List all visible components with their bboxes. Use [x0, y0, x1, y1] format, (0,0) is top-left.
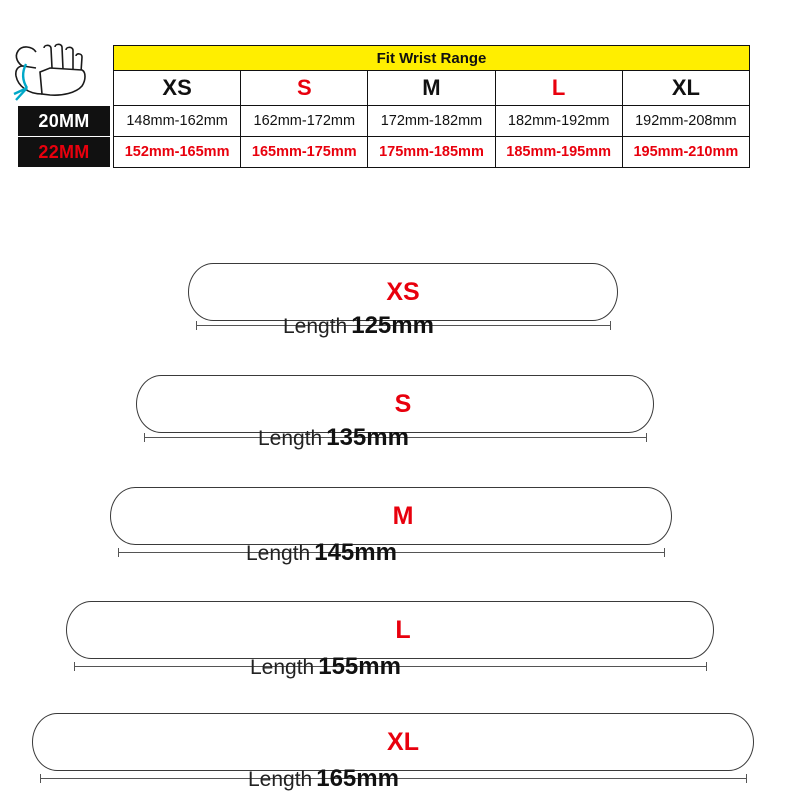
size-table — [18, 45, 750, 168]
row-label-20mm-cell — [18, 106, 114, 137]
table-title: Fit Wrist Range — [114, 46, 750, 71]
cell-20mm-xl: 192mm-208mm — [622, 106, 749, 137]
table-row — [18, 137, 750, 168]
length-label-l — [250, 653, 401, 681]
band-row-m — [0, 469, 800, 581]
size-header-xl: XL — [622, 71, 749, 106]
length-value-l: 155mm — [318, 653, 401, 680]
wrist-range-table-section — [0, 30, 800, 200]
band-row-s — [0, 357, 800, 467]
length-cap-right-l — [706, 662, 707, 671]
length-cap-left-s — [144, 433, 145, 442]
row-label-20mm: 20MM — [18, 106, 110, 136]
length-label-xl — [248, 765, 399, 793]
cell-22mm-m: 175mm-185mm — [368, 137, 495, 168]
band-row-xs — [0, 245, 800, 355]
length-label-s — [258, 424, 409, 452]
length-value-xl: 165mm — [316, 765, 399, 792]
length-cap-right-m — [664, 548, 665, 557]
cell-20mm-s: 162mm-172mm — [241, 106, 368, 137]
size-header-l: L — [495, 71, 622, 106]
cell-22mm-l: 185mm-195mm — [495, 137, 622, 168]
size-header-s: S — [241, 71, 368, 106]
band-letter-m: M — [392, 502, 414, 530]
size-header-xs: XS — [114, 71, 241, 106]
size-letters-row — [18, 71, 750, 106]
length-word-l: Length — [250, 656, 315, 679]
length-cap-left-xl — [40, 774, 41, 783]
row-label-22mm-cell — [18, 137, 114, 168]
band-letter-xl: XL — [387, 728, 419, 756]
band-letter-s: S — [394, 390, 412, 418]
band-letter-l: L — [395, 616, 411, 644]
size-row-spacer — [18, 71, 114, 106]
length-cap-right-xs — [610, 321, 611, 330]
cell-20mm-l: 182mm-192mm — [495, 106, 622, 137]
length-cap-left-m — [118, 548, 119, 557]
length-word-m: Length — [246, 542, 311, 565]
cell-20mm-m: 172mm-182mm — [368, 106, 495, 137]
length-cap-left-l — [74, 662, 75, 671]
cell-22mm-s: 165mm-175mm — [241, 137, 368, 168]
band-letter-xs: XS — [386, 278, 420, 306]
length-label-m — [246, 539, 397, 567]
cell-20mm-xs: 148mm-162mm — [114, 106, 241, 137]
cell-22mm-xl: 195mm-210mm — [622, 137, 749, 168]
cell-22mm-xs: 152mm-165mm — [114, 137, 241, 168]
table-header-row — [18, 46, 750, 71]
size-header-m: M — [368, 71, 495, 106]
length-cap-left-xs — [196, 321, 197, 330]
length-value-s: 135mm — [326, 424, 409, 451]
length-word-xl: Length — [248, 768, 313, 791]
row-label-22mm: 22MM — [18, 137, 110, 167]
length-label-xs — [283, 312, 434, 340]
header-spacer — [18, 46, 114, 71]
length-cap-right-xl — [746, 774, 747, 783]
length-value-m: 145mm — [314, 539, 397, 566]
length-cap-right-s — [646, 433, 647, 442]
band-row-l — [0, 583, 800, 695]
band-length-diagrams — [0, 245, 800, 800]
length-word-s: Length — [258, 427, 323, 450]
band-row-xl — [0, 695, 800, 807]
length-value-xs: 125mm — [351, 312, 434, 339]
table-row — [18, 106, 750, 137]
length-word-xs: Length — [283, 315, 348, 338]
